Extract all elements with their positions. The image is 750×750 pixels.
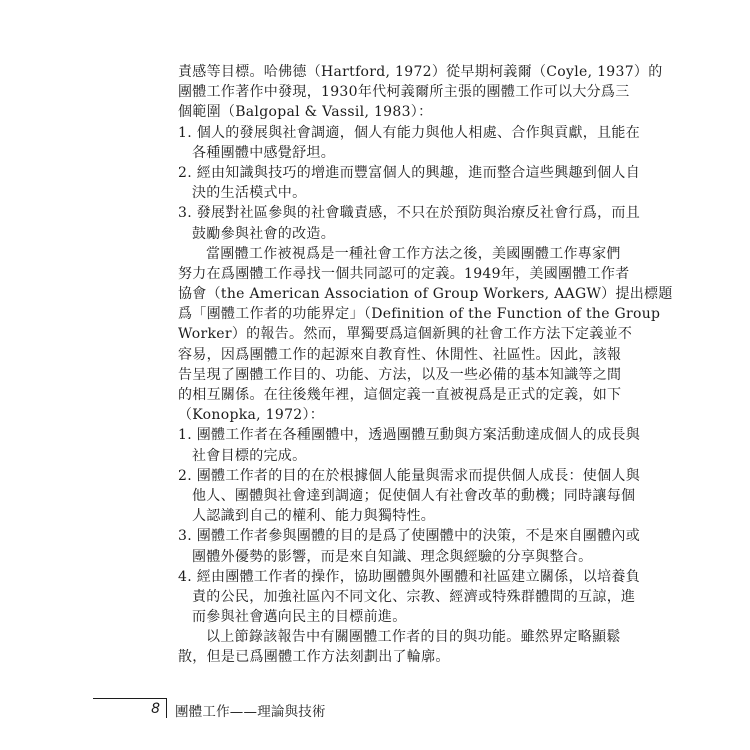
text-line: 散，但是已爲團體工作方法刻劃出了輪廓。 <box>178 649 450 666</box>
text-line: 團體工作著作中發現，1930年代柯義爾所主張的團體工作可以大分爲三 <box>178 84 630 101</box>
text-line: 的相互關係。在往後幾年裡，這個定義一直被視爲是正式的定義，如下 <box>178 387 622 403</box>
paragraph-first-line: 當團體工作被視爲是一種社會工作方法之後，美國團體工作專家們 <box>206 245 621 262</box>
text-line: Worker）的報告。然而，單獨要爲這個新興的社會工作方法下定義並不 <box>178 326 633 343</box>
list-item: 3. 發展對社區參與的社會職責感，不只在於預防與治療反社會行爲，而且 <box>178 205 641 222</box>
list-item-continuation: 人認識到自己的權利、能力與獨特性。 <box>192 508 436 525</box>
text-line: 告呈現了團體工作目的、功能、方法，以及一些必備的基本知識等之間 <box>178 366 622 383</box>
text-line: 爲「團體工作者的功能界定」（Definition of the Function of the Group <box>178 306 661 323</box>
list-item: 4. 經由團體工作者的操作，協助團體與外團體和社區建立關係，以培養負 <box>178 568 641 585</box>
text-line: 努力在爲團體工作尋找一個共同認可的定義。1949年，美國團體工作者 <box>178 265 630 282</box>
list-item-continuation: 責的公民，加強社區內不同文化、宗教、經濟或特殊群體間的互諒，進 <box>192 588 636 605</box>
text-line: 個範圍（Balgopal & Vassil, 1983）： <box>178 104 433 121</box>
list-item: 1. 團體工作者在各種團體中，透過團體互動與方案活動達成個人的成長與 <box>178 427 641 444</box>
page-footer <box>93 698 493 718</box>
list-item-continuation: 各種團體中感覺舒坦。 <box>192 144 335 161</box>
list-item-continuation: 鼓勵參與社會的改造。 <box>192 225 335 242</box>
list-item: 2. 團體工作者的目的在於根據個人能量與需求而提供個人成長：使個人與 <box>178 467 641 484</box>
running-title: 團體工作——理論與技術 <box>175 704 326 720</box>
page-number-box <box>93 698 167 718</box>
page-number: 8 <box>151 701 160 717</box>
text-line: 容易，因爲團體工作的起源來自教育性、休閒性、社區性。因此，該報 <box>178 346 622 363</box>
list-item-continuation: 決的生活模式中。 <box>192 185 307 202</box>
text-line: 協會（the American Association of Group Workers, AAGW）提出標題 <box>178 286 673 303</box>
list-item-continuation: 而參與社會邁向民主的目標前進。 <box>192 609 407 626</box>
body-text <box>178 62 673 668</box>
list-item-continuation: 他人、團體與社會達到調適；促使個人有社會改革的動機；同時讓每個 <box>192 487 636 504</box>
paragraph-first-line: 以上節錄該報告中有關團體工作者的目的與功能。雖然界定略顯鬆 <box>206 629 621 646</box>
list-item: 3. 團體工作者參與團體的目的是爲了使團體中的決策，不是來自團體內或 <box>178 528 641 545</box>
list-item-continuation: 社會目標的完成。 <box>192 447 307 464</box>
text-line: （Konopka, 1972）： <box>178 407 325 424</box>
text-line: 責感等目標。哈佛德（Hartford, 1972）從早期柯義爾（Coyle, 1937）的 <box>178 64 663 80</box>
list-item-continuation: 團體外優勢的影響，而是來自知識、理念與經驗的分享與整合。 <box>192 548 593 565</box>
list-item: 2. 經由知識與技巧的增進而豐富個人的興趣，進而整合這些興趣到個人自 <box>178 164 641 181</box>
list-item: 1. 個人的發展與社會調適，個人有能力與他人相處、合作與貢獻，且能在 <box>178 124 641 141</box>
